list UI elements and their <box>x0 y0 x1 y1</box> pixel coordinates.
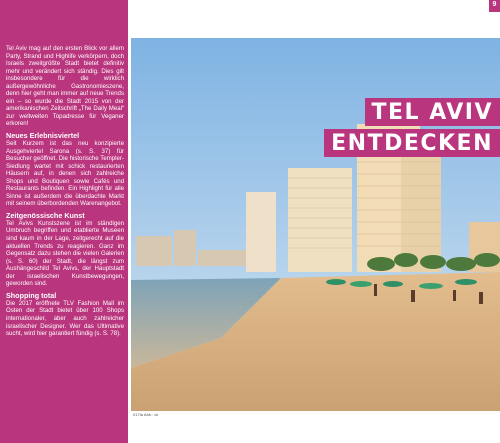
page-corner-tab <box>489 0 500 12</box>
section-heading-shopping-total: Shopping total <box>6 290 57 300</box>
section-heading-zeitgenoessische-kunst: Zeitgenössische Kunst <box>6 210 85 220</box>
sidebar <box>0 0 128 443</box>
page-corner-label: 9 <box>492 1 497 8</box>
intro-paragraph: Tel Aviv mag auf den ersten Blick vor allem Party, Strand und Highlife verkörpern, doch Israels zweitgrößte Stadt bietet definitiv mehr und verändert sich ständig. Dies gilt insbesondere für die wirklich außergewöhnliche Gastronomieszene, denn hier geht man immer auf neue Trends ein – so wurde die Stadt 2015 von der amerikanischen Zeitschrift „The Daily Meal“ zur weltweiten Topadresse für Veganer erkoren! <box>6 45 124 128</box>
title-line-1: TEL AVIV <box>365 98 500 126</box>
title-block <box>324 98 500 160</box>
section-heading-neues-erlebnisviertel: Neues Erlebnisviertel <box>6 131 80 141</box>
section-body-neues-erlebnisviertel: Seit Kurzem ist das neu konzipierte Ausgehviertel Sarona (s. S. 37) für Besucher geöffnet. Die historische Templer-Siedlung wartet mit schick restaurierten Häusern auf, in denen sich zahlreiche Shops und Boutiquen sowie Cafés und Restaurants befinden. Ein Highlight für alle Sinne ist außerdem die überdachte Markt mit seinem überbordenden Warenangebot. <box>6 140 124 208</box>
photo-credit: 017ta Abb.: ck <box>133 412 159 417</box>
sidebar-text <box>6 45 124 341</box>
section-body-zeitgenoessische-kunst: Tel Avivs Kunstszene ist im ständigen Umbruch begriffen und etablierte Museen sind kaum in der Lage, zeitgerecht auf die aktuellen Trends zu reagieren. Ganz im Gegensatz dazu stehen die vielen Galerien (s. S. 60) der Stadt, die längst zum Aushängeschild Tel Avivs, der Hauptstadt der israelischen Kunstbewegungen, geworden sind. <box>6 219 124 288</box>
cover-photo <box>131 38 500 411</box>
title-line-2: ENTDECKEN <box>324 129 500 157</box>
beach-skyline-illustration <box>131 38 500 411</box>
section-body-shopping-total: Die 2017 eröffnete TLV Fashion Mall im Osten der Stadt bietet über 100 Shops internationaler, aber auch zahlreicher israelischer Designer. Wer das Ultimative sucht, wird hier garantiert fündig (s. S. 78). <box>6 299 124 338</box>
